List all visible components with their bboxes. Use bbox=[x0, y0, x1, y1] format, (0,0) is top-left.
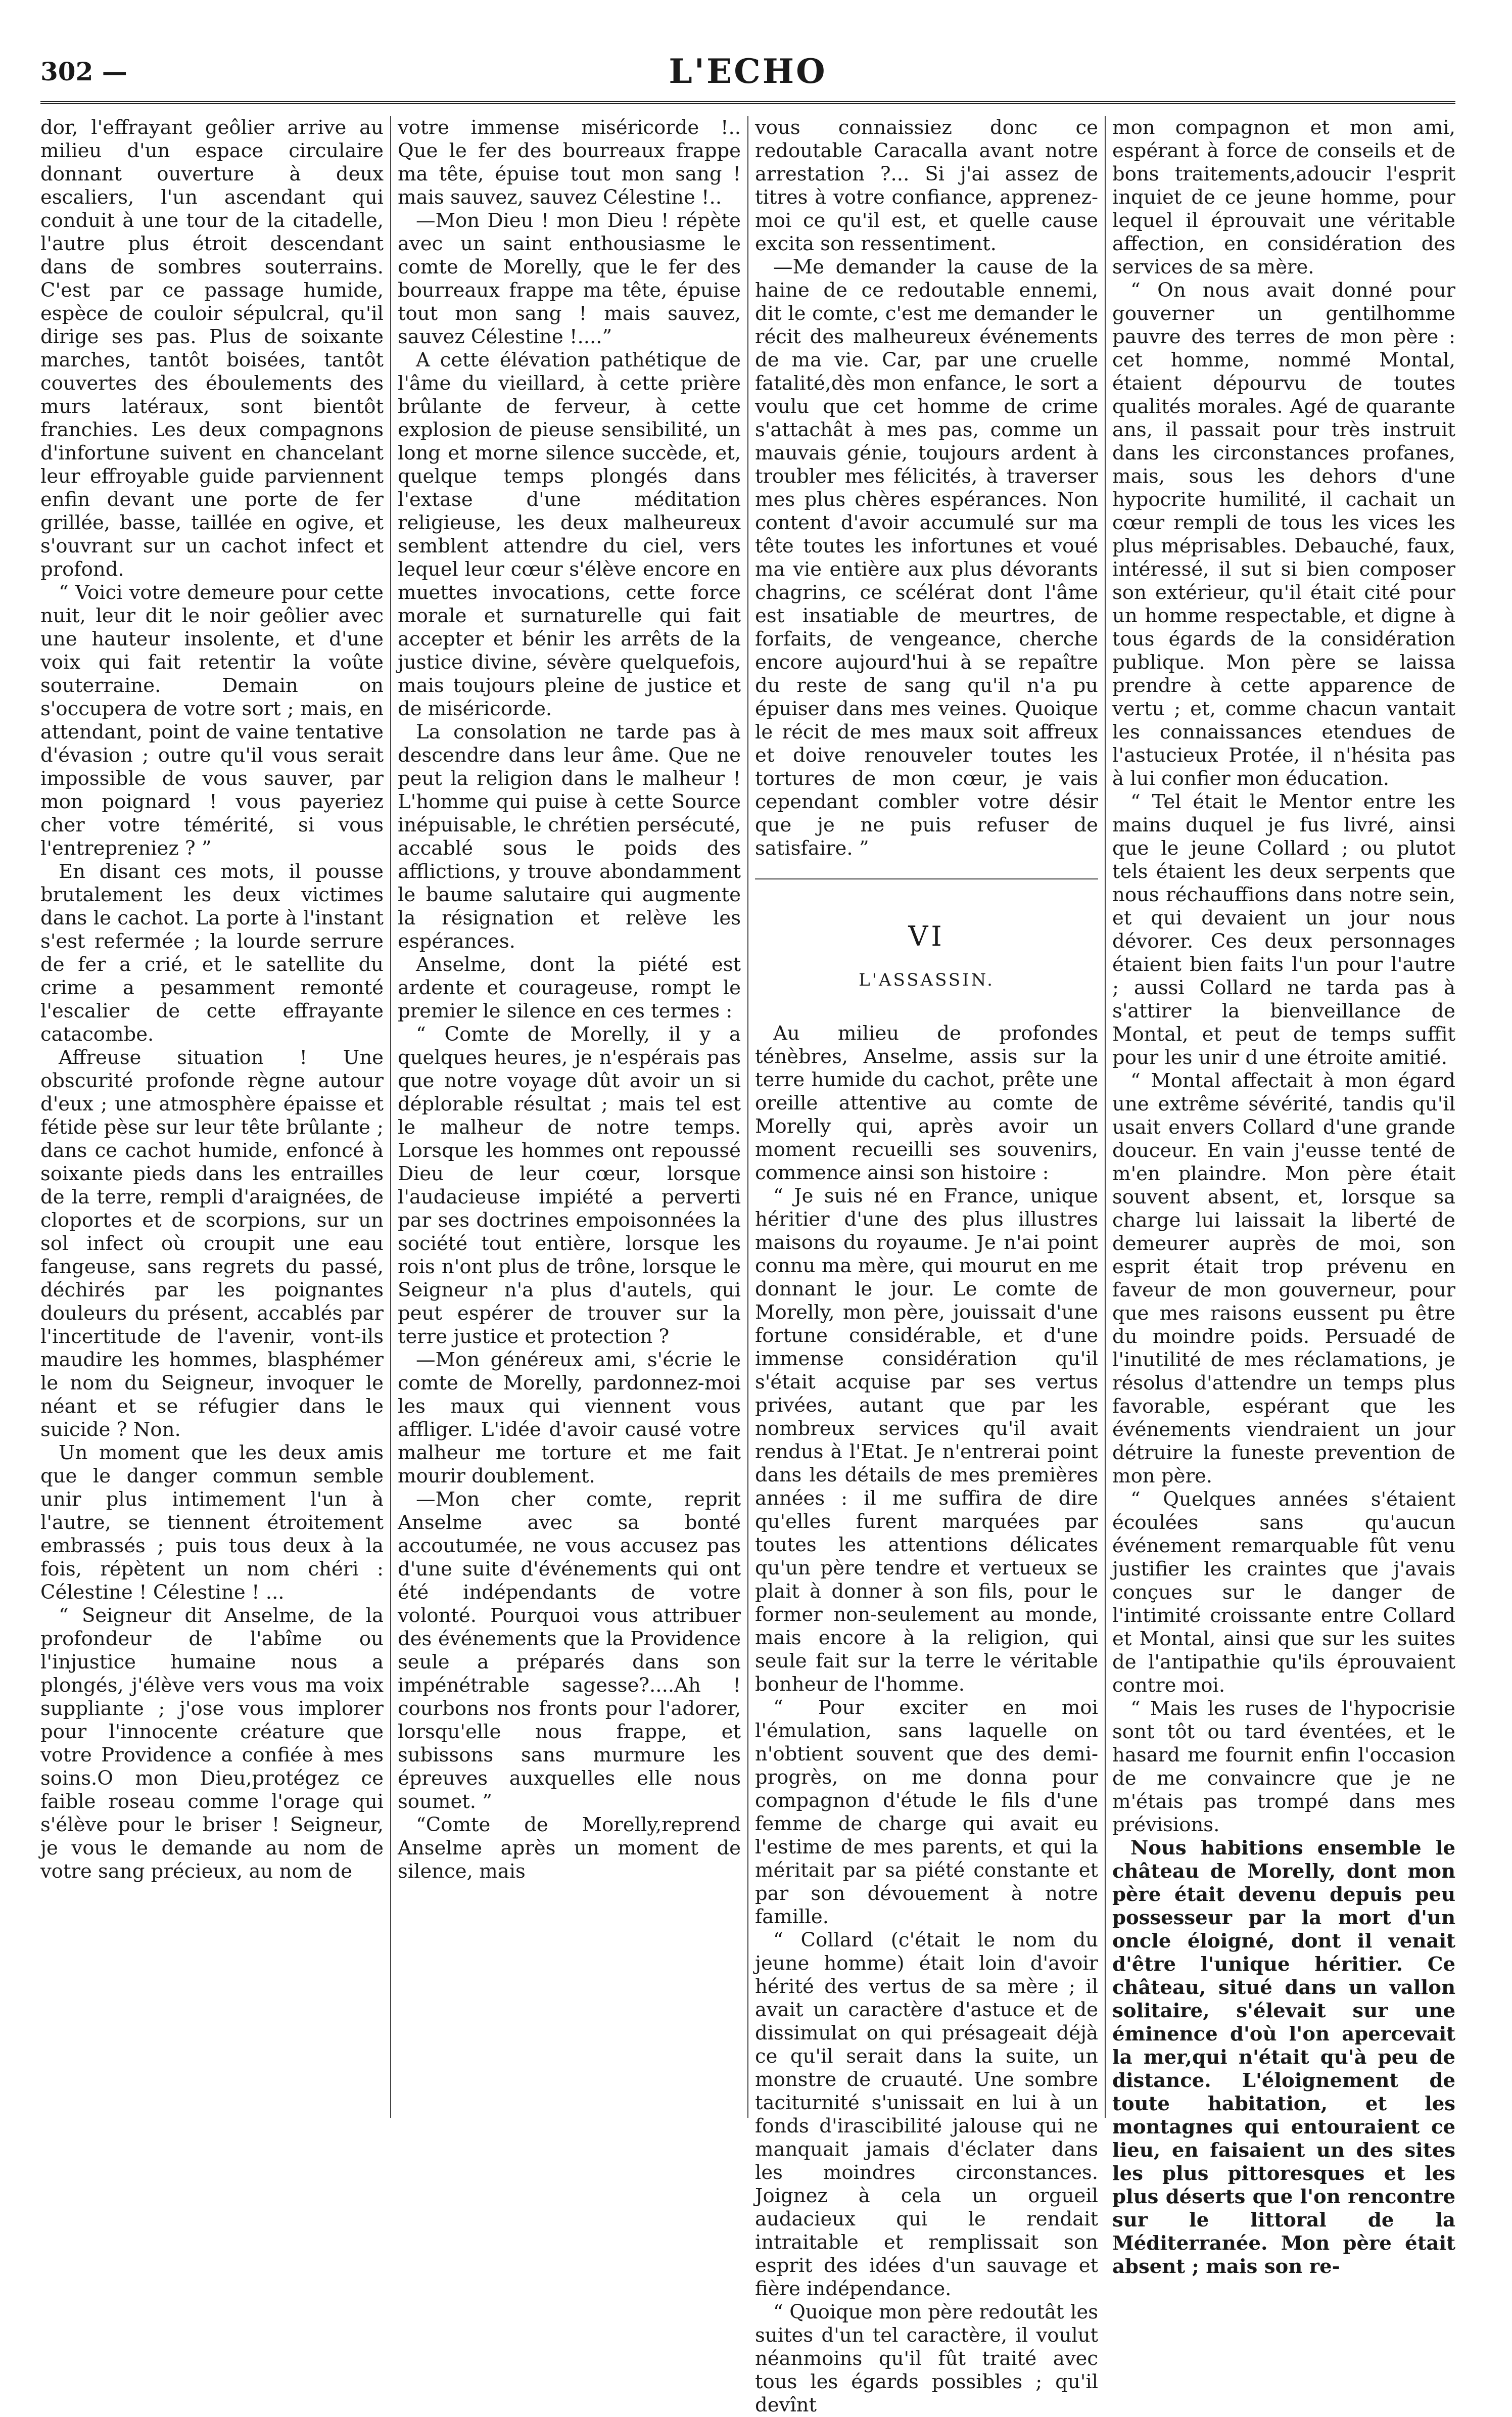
paragraph: “Comte de Morelly,reprend Anselme après un moment de silence, mais bbox=[398, 1814, 741, 1883]
paragraph: —Me demander la cause de la haine de ce redoutable ennemi, dit le comte, c'est me demander le récit des malheureux événements de ma vie. Car, par une cruelle fatalité,dès mon enfance, le sort a voulu que cet homme de crime s'attachât à mes pas, comme un mauvais génie, toujours ardent à troubler mes félicités, à traverser mes plus chères espérances. Non content d'avoir accumulé sur ma tête toutes les infortunes et voué ma vie entière aux plus dévorants chagrins, ce scélérat dont l'âme est insatiable de meurtres, de forfaits, de vengeance, cherche encore aujourd'hui à se repaître du reste de sang qu'il n'a pu épuiser dans mes veines. Quoique le récit de mes maux soit affreux et doive renouveler toutes les tortures de mon cœur, je vais cependant combler votre désir que je ne puis refuser de satisfaire. ” bbox=[755, 256, 1098, 860]
chapter-title: L'ASSASSIN. bbox=[859, 970, 995, 990]
column-4 bbox=[1112, 116, 1455, 2278]
column-3 bbox=[755, 116, 1098, 2416]
column-2 bbox=[398, 116, 741, 2118]
column-1 bbox=[40, 116, 384, 2118]
paragraph: “ Pour exciter en moi l'émulation, sans laquelle on n'obtient souvent que des demi-progrès, on me donna pour compagnon d'étude le fils d'une femme de charge qui avait eu l'estime de mes parents, et qui la méritait par sa piété constante et par son dévouement à notre famille. bbox=[755, 1696, 1098, 1928]
journal-title: L'ECHO bbox=[669, 52, 827, 91]
paragraph: A cette élévation pathétique de l'âme du vieillard, à cette prière brûlante de ferveur, à cette explosion de pieuse sensibilité, un long et morne silence succède, et, quelque temps plongés dans l'extase d'une méditation religieuse, les deux malheureux semblent attendre du ciel, vers lequel leur cœur s'élève encore en muettes invocations, cette force morale et surnaturelle qui fait accepter et bénir les arrêts de la justice divine, sévère quelquefois, mais toujours pleine de justice et de miséricorde. bbox=[398, 349, 741, 720]
paragraph: dor, l'effrayant geôlier arrive au milieu d'un espace circulaire donnant ouverture à deux escaliers, l'un ascendant qui conduit à une tour de la citadelle, l'autre plus étroit descendant dans de sombres souterrains. C'est par ce passage humide, espèce de couloir sépulcral, qu'il dirige ses pas. Plus de soixante marches, tantôt boisées, tantôt couvertes des éboulements des murs latéraux, sont bientôt franchies. Les deux compagnons d'infortune suivent en chancelant leur effroyable guide parviennent enfin devant une porte de fer grillée, basse, taillée en ogive, et s'ouvrant sur un cachot infect et profond. bbox=[40, 116, 384, 581]
paragraph: “ Je suis né en France, unique héritier d'une des plus illustres maisons du royaume. Je n'ai point connu ma mère, qui mourut en me donnant le jour. Le comte de Morelly, mon père, jouissait d'une fortune considérable, et d'une immense considération qu'il s'était acquise par ses vertus privées, autant que par les nombreux services qu'il avait rendus à l'Etat. Je n'entrerai point dans les détails de mes premières années : il me suffira de dire qu'elles furent marquées par toutes les attentions délicates qu'un père tendre et vertueux se plait à donner à son fils, pour le former non-seulement au monde, mais encore à la religion, qui seule fait sur la terre le véritable bonheur de l'homme. bbox=[755, 1185, 1098, 1696]
paragraph: “ Collard (c'était le nom du jeune homme) était loin d'avoir hérité des vertus de sa mère ; il avait un caractère d'astuce et de dissimulat on qui présageait déjà ce qu'il serait dans la suite, un monstre de cruauté. Une sombre taciturnité s'unissait en lui à un fonds d'irascibilité jalouse qui ne manquait jamais d'éclater dans les moindres circonstances. Joignez à cela un orgueil audacieux qui le rendait intraitable et remplissait son esprit des idées d'un sauvage et fière indépendance. bbox=[755, 1929, 1098, 2300]
page-header bbox=[40, 45, 1455, 101]
paragraph: “ Montal affectait à mon égard une extrême sévérité, tandis qu'il usait envers Collard d'une grande douceur. En vain j'eusse tenté de m'en plaindre. Mon père était souvent absent, et, lorsque sa charge lui laissait la liberté de demeurer auprès de moi, son esprit était trop prévenu en faveur de mon gouverneur, pour que mes raisons eussent pu être du moindre poids. Persuadé de l'inutilité de mes réclamations, je résolus d'attendre un temps plus favorable, espérant que les événements viendraient un jour détruire la funeste prevention de mon père. bbox=[1112, 1070, 1455, 1488]
paragraph: “ Mais les ruses de l'hypocrisie sont tôt ou tard éventées, et le hasard me fournit enfin l'occasion de me convaincre que je ne m'étais pas trompé dans mes prévisions. bbox=[1112, 1697, 1455, 1836]
paragraph: “ Tel était le Mentor entre les mains duquel je fus livré, ainsi que le jeune Collard ; ou plutot tels étaient les deux serpents que nous réchauffions dans notre sein, et qui devaient un jour nous dévorer. Ces deux personnages étaient bien faits l'un pour l'autre ; aussi Collard ne tarda pas à s'attirer la bienveillance de Montal, et peut de temps suffit pour les unir d une étroite amitié. bbox=[1112, 791, 1455, 1069]
paragraph: votre immense miséricorde !.. Que le fer des bourreaux frappe ma tête, épuise tout mon sang ! mais sauvez, sauvez Célestine !.. bbox=[398, 116, 741, 209]
page-number: 302 — bbox=[40, 57, 127, 86]
paragraph: “ Voici votre demeure pour cette nuit, leur dit le noir geôlier avec une hauteur insolente, et d'une voix qui fait retentir la voûte souterraine. Demain on s'occupera de votre sort ; mais, en attendant, point de vaine tentative d'évasion ; outre qu'il vous serait impossible de vous sauver, par mon poignard ! vous payeriez cher votre témérité, si vous l'entrepreniez ? ” bbox=[40, 581, 384, 860]
paragraph: Au milieu de profondes ténèbres, Anselme, assis sur la terre humide du cachot, prête une oreille attentive au comte de Morelly qui, après avoir un moment recueilli ses souvenirs, commence ainsi son histoire : bbox=[755, 1022, 1098, 1184]
chapter-number: VI bbox=[908, 920, 945, 952]
paragraph: —Mon Dieu ! mon Dieu ! répète avec un saint enthousiasme le comte de Morelly, que le fer des bourreaux frappe ma tête, épuise tout mon sang ! mais sauvez, sauvez Célestine !....” bbox=[398, 209, 741, 348]
paragraph: En disant ces mots, il pousse brutalement les deux victimes dans le cachot. La porte à l'instant s'est refermée ; la lourde serrure de fer a crié, et le satellite du crime a pesamment remonté l'escalier de cette effrayante catacombe. bbox=[40, 860, 384, 1046]
section-divider bbox=[755, 878, 1098, 879]
paragraph: —Mon cher comte, reprit Anselme avec sa bonté accoutumée, ne vous accusez pas d'une suite d'événements qui ont été indépendants de votre volonté. Pourquoi vous attribuer des événements que la Providence seule a préparés dans son impénétrable sagesse?....Ah ! courbons nos fronts pour l'adorer, lorsqu'elle nous frappe, et subissons sans murmure les épreuves auxquelles elle nous soumet. ” bbox=[398, 1488, 741, 1813]
paragraph: “ Quelques années s'étaient écoulées sans qu'aucun événement remarquable fût venu justifier les craintes que j'avais conçues sur le danger de l'intimité croissante entre Collard et Montal, ainsi que sur les suites de l'antipathie qu'ils éprouvaient contre moi. bbox=[1112, 1488, 1455, 1697]
paragraph: vous connaissiez donc ce redoutable Caracalla avant notre arrestation ?... Si j'ai assez de titres à votre confiance, apprenez-moi ce qu'il est, et quelle cause excita son ressentiment. bbox=[755, 116, 1098, 255]
header-rule bbox=[40, 101, 1455, 104]
paragraph: “ Seigneur dit Anselme, de la profondeur de l'abîme ou l'injustice humaine nous a plongés, j'élève vers vous ma voix suppliante ; j'ose vous implorer pour l'innocente créature que votre Providence a confiée à mes soins.O mon Dieu,protégez ce faible roseau comme l'orage qui s'élève pour le briser ! Seigneur, je vous le demande au nom de votre sang précieux, au nom de bbox=[40, 1604, 384, 1883]
paragraph: Anselme, dont la piété est ardente et courageuse, rompt le premier le silence en ces termes : bbox=[398, 953, 741, 1022]
paragraph-bold: Nous habitions ensemble le château de Morelly, dont mon père était devenu depuis peu possesseur par la mort d'un oncle éloigné, dont il venait d'être l'unique héritier. Ce château, situé dans un vallon solitaire, s'élevait sur une éminence d'où l'on apercevait la mer,qui n'était qu'à peu de distance. L'éloignement de toute habitation, et les montagnes qui entouraient ce lieu, en faisaient un des sites les plus pittoresques et les plus déserts que l'on rencontre sur le littoral de la Méditerranée. Mon père était absent ; mais son re- bbox=[1112, 1837, 1455, 2278]
paragraph: “ On nous avait donné pour gouverner un gentilhomme pauvre des terres de mon père : cet homme, nommé Montal, étaient dépourvu de toutes qualités morales. Agé de quarante ans, il passait pour très instruit dans les circonstances profanes, mais, sous les dehors d'une hypocrite humilité, il cachait un cœur rempli de tous les vices les plus méprisables. Debauché, faux, intéressé, il sut si bien composer son extérieur, qu'il était cité pour un homme respectable, et digne à tous égards de la considération publique. Mon père se laissa prendre à cette apparence de vertu ; et, comme chacun vantait les connaissances etendues de l'astucieux Protée, il n'hésita pas à lui confier mon éducation. bbox=[1112, 279, 1455, 790]
paragraph: “ Comte de Morelly, il y a quelques heures, je n'espérais pas que notre voyage dût avoir un si déplorable résultat ; mais tel est le malheur de notre temps. Lorsque les hommes ont repoussé Dieu de leur cœur, lorsque l'audacieuse impiété a perverti par ses doctrines empoisonnées la société tout entière, lorsque les rois n'ont plus de trône, lorsque le Seigneur n'a plus d'autels, qui peut espérer de trouver sur la terre justice et protection ? bbox=[398, 1023, 741, 1348]
paragraph: Un moment que les deux amis que le danger commun semble unir plus intimement l'un à l'autre, se tiennent étroitement embrassés ; puis tous deux à la fois, répètent un nom chéri : Célestine ! Célestine ! ... bbox=[40, 1442, 384, 1604]
paragraph: mon compagnon et mon ami, espérant à force de conseils et de bons traitements,adoucir l'esprit inquiet de ce jeune homme, pour lequel il éprouvait une véritable affection, en considération des services de sa mère. bbox=[1112, 116, 1455, 278]
paragraph: La consolation ne tarde pas à descendre dans leur âme. Que ne peut la religion dans le malheur ! L'homme qui puise à cette Source inépuisable, le chrétien persécuté, accablé sous le poids des afflictions, y trouve abondamment le baume salutaire qui augmente la résignation et relève les espérances. bbox=[398, 721, 741, 953]
text-columns bbox=[40, 116, 1455, 2416]
paragraph: Affreuse situation ! Une obscurité profonde règne autour d'eux ; une atmosphère épaisse et fétide pèse sur leur tête brûlante ; dans ce cachot humide, enfoncé à soixante pieds dans les entrailles de la terre, rempli d'araignées, de cloportes et de scorpions, sur un sol infect où croupit une eau fangeuse, sans regrets du passé, déchirés par les poignantes douleurs du présent, accablés par l'incertitude de l'avenir, vont-ils maudire les hommes, blasphémer le nom du Seigneur, invoquer le néant et se réfugier dans le suicide ? Non. bbox=[40, 1046, 384, 1441]
paragraph: —Mon généreux ami, s'écrie le comte de Morelly, pardonnez-moi les maux qui viennent vous affliger. L'idée d'avoir causé votre malheur me torture et me fait mourir doublement. bbox=[398, 1349, 741, 1488]
paragraph: “ Quoique mon père redoutât les suites d'un tel caractère, il voulut néanmoins qu'il fût traité avec tous les égards possibles ; qu'il devînt bbox=[755, 2301, 1098, 2416]
